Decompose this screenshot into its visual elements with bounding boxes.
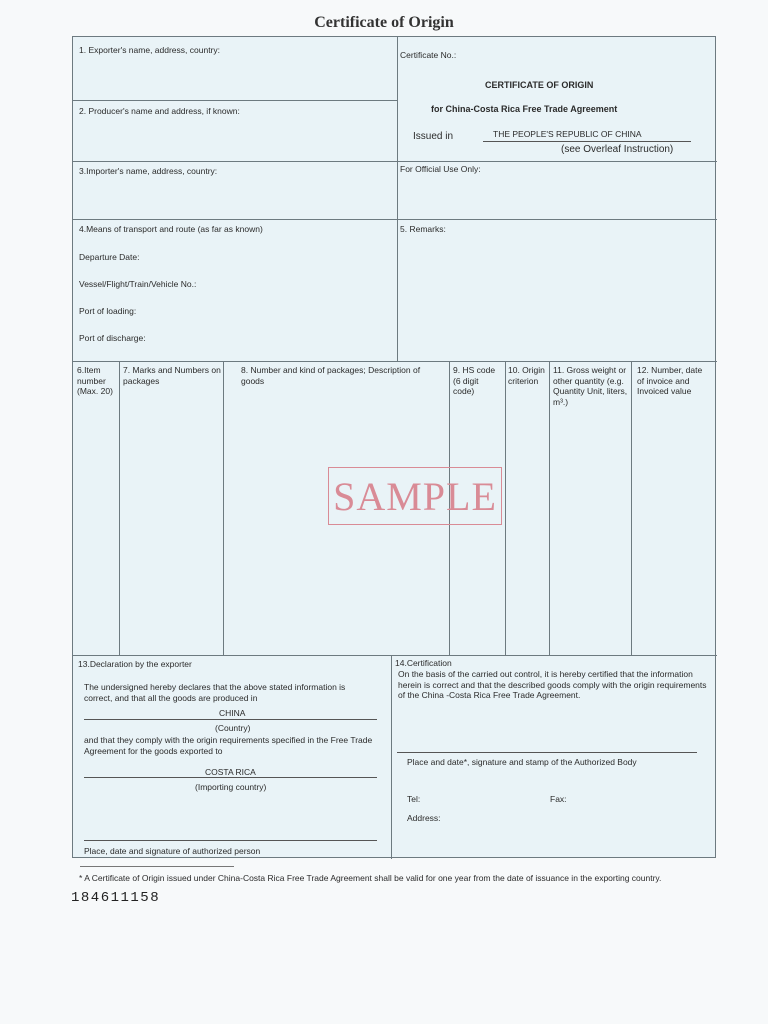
compliance-text: and that they comply with the origin requirements specified in the Free Trade Agreement for the goods exported to	[84, 735, 373, 756]
certificate-form	[72, 36, 716, 858]
divider	[119, 361, 120, 655]
divider	[397, 37, 398, 361]
remarks-label: 5. Remarks:	[400, 224, 446, 234]
issued-in-underline	[483, 141, 691, 142]
column-invoice: 12. Number, date of invoice and Invoiced value	[637, 365, 703, 396]
serial-number: 184611158	[71, 890, 161, 906]
signature-label: Place, date and signature of authorized person	[84, 846, 261, 856]
divider	[391, 655, 392, 859]
transport-label: 4.Means of transport and route (as far as known)	[79, 224, 263, 234]
divider	[505, 361, 506, 655]
divider	[549, 361, 550, 655]
tel-label: Tel:	[407, 794, 421, 804]
importer-label: 3.Importer's name, address, country:	[79, 166, 218, 176]
divider	[631, 361, 632, 655]
certificate-heading: CERTIFICATE OF ORIGIN	[485, 80, 594, 90]
certification-text: On the basis of the carried out control, it is hereby certified that the information herein is correct and that the described goods comply with the origin requirements of the China -Costa Rica Free Trade Agreement.	[398, 669, 707, 700]
certification-label: 14.Certification	[395, 658, 452, 668]
certificate-no-label: Certificate No.:	[400, 50, 457, 60]
exporter-label: 1. Exporter's name, address, country:	[79, 45, 220, 55]
divider	[223, 361, 224, 655]
producer-label: 2. Producer's name and address, if known:	[79, 106, 240, 116]
divider	[73, 100, 397, 101]
official-use-label: For Official Use Only:	[400, 164, 481, 174]
declaration-text: The undersigned hereby declares that the above stated information is correct, and that all the goods are produced in	[84, 682, 346, 703]
importing-country-value: COSTA RICA	[205, 767, 256, 777]
certificate-subheading: for China-Costa Rica Free Trade Agreement	[431, 104, 618, 114]
port-loading-label: Port of loading:	[79, 306, 137, 316]
country-caption: (Country)	[215, 723, 251, 733]
divider	[73, 361, 717, 362]
column-gross-weight: 11. Gross weight or other quantity (e.g. Quantity Unit, liters, m³.)	[553, 365, 628, 407]
column-description: 8. Number and kind of packages; Description of goods	[241, 365, 421, 386]
overleaf-note: (see Overleaf Instruction)	[561, 144, 674, 155]
footnote: * A Certificate of Origin issued under China-Costa Rica Free Trade Agreement shall be valid for one year from the date of issuance in the exporting country.	[79, 873, 662, 883]
issued-in-value: THE PEOPLE'S REPUBLIC OF CHINA	[493, 129, 642, 139]
column-origin-criterion: 10. Origin criterion	[508, 365, 545, 386]
importing-country-caption: (Importing country)	[195, 782, 267, 792]
vessel-label: Vessel/Flight/Train/Vehicle No.:	[79, 279, 197, 289]
column-item-number: 6.Item number (Max. 20)	[77, 365, 113, 396]
footnote-rule	[80, 866, 234, 867]
column-hs-code: 9. HS code (6 digit code)	[453, 365, 496, 396]
producing-country-value: CHINA	[219, 708, 246, 718]
declaration-label: 13.Declaration by the exporter	[78, 659, 192, 669]
divider	[73, 161, 717, 162]
divider	[73, 219, 717, 220]
place-date-underline	[397, 752, 697, 753]
page-title: Certificate of Origin	[314, 14, 454, 31]
country-underline	[84, 719, 377, 720]
signature-underline	[84, 840, 377, 841]
divider	[73, 655, 717, 656]
port-discharge-label: Port of discharge:	[79, 333, 146, 343]
fax-label: Fax:	[550, 794, 567, 804]
importing-country-underline	[84, 777, 377, 778]
column-marks-numbers: 7. Marks and Numbers on packages	[123, 365, 221, 386]
address-label: Address:	[407, 813, 441, 823]
authorized-body-label: Place and date*, signature and stamp of the Authorized Body	[407, 757, 637, 767]
departure-date-label: Departure Date:	[79, 252, 140, 262]
issued-in-label: Issued in	[413, 131, 454, 142]
sample-stamp: SAMPLE	[328, 467, 502, 525]
